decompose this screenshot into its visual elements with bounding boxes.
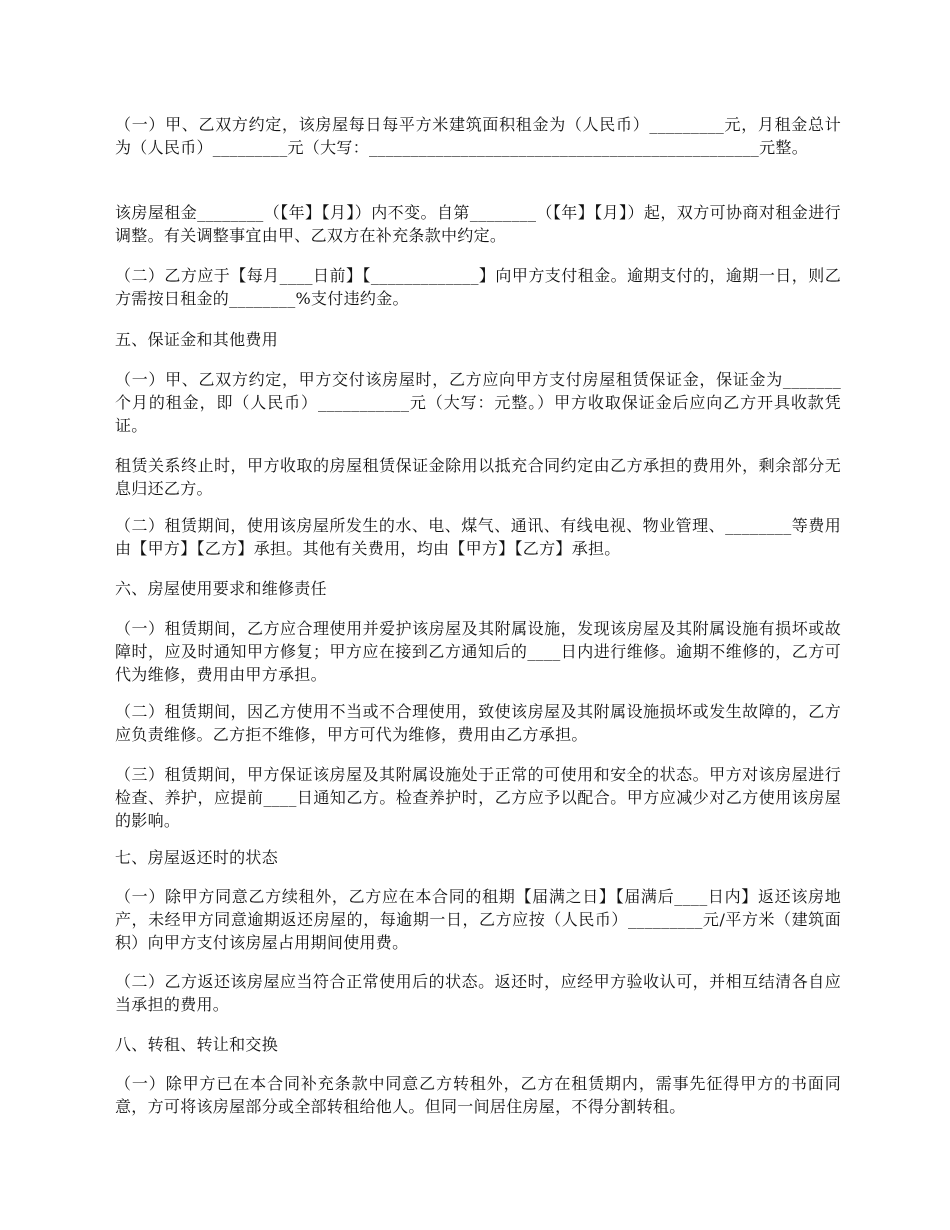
rent-amount-paragraph: （一）甲、乙双方约定，该房屋每日每平方米建筑面积租金为（人民币）_________元，月租金总计为（人民币）_________元（大写：_______________________________________________元整。 — [115, 115, 841, 157]
rent-payment-paragraph: （二）乙方应于【每月____日前】【_____________】向甲方支付租金。逾期支付的，逾期一日，则乙方需按日租金的________%支付违约金。 — [115, 266, 841, 308]
rent-adjustment-paragraph: 该房屋租金________（【年】【月】）内不变。自第________（【年】【月】）起，双方可协商对租金进行调整。有关调整事宜由甲、乙双方在补充条款中约定。 — [115, 203, 841, 245]
return-paragraph-2: （二）乙方返还该房屋应当符合正常使用后的状态。返还时，应经甲方验收认可，并相互结清各自应当承担的费用。 — [115, 972, 841, 1014]
sublet-paragraph: （一）除甲方已在本合同补充条款中同意乙方转租外，乙方在租赁期内，需事先征得甲方的书面同意，方可将该房屋部分或全部转租给他人。但同一间居住房屋，不得分割转租。 — [115, 1074, 841, 1116]
section-heading-sublet: 八、转租、转让和交换 — [115, 1035, 279, 1054]
section-heading-maintenance: 六、房屋使用要求和维修责任 — [115, 579, 327, 598]
return-paragraph-1: （一）除甲方同意乙方续租外，乙方应在本合同的租期【届满之日】【届满后____日内】返还该房地产，未经甲方同意逾期返还房屋的，每逾期一日，乙方应按（人民币）_________元/平方米（建筑面积）向甲方支付该房屋占用期间使用费。 — [115, 887, 841, 952]
maintenance-paragraph-3: （三）租赁期间，甲方保证该房屋及其附属设施处于正常的可使用和安全的状态。甲方对该房屋进行检查、养护，应提前____日通知乙方。检查养护时，乙方应予以配合。甲方应减少对乙方使用该房屋的影响。 — [115, 765, 841, 830]
section-heading-return: 七、房屋返还时的状态 — [115, 848, 279, 867]
section-heading-deposit: 五、保证金和其他费用 — [115, 330, 279, 349]
deposit-paragraph: （一）甲、乙双方约定，甲方交付该房屋时，乙方应向甲方支付房屋租赁保证金，保证金为_______个月的租金，即（人民币）___________元（大写：元整。）甲方收取保证金后应向乙方开具收款凭证。 — [115, 370, 841, 435]
other-fees-paragraph: （二）租赁期间，使用该房屋所发生的水、电、煤气、通讯、有线电视、物业管理、________等费用由【甲方】【乙方】承担。其他有关费用，均由【甲方】【乙方】承担。 — [115, 516, 841, 558]
maintenance-paragraph-1: （一）租赁期间，乙方应合理使用并爱护该房屋及其附属设施，发现该房屋及其附属设施有损坏或故障时，应及时通知甲方修复；甲方应在接到乙方通知后的____日内进行维修。逾期不维修的，乙方可代为维修，费用由甲方承担。 — [115, 619, 841, 684]
deposit-return-paragraph: 租赁关系终止时，甲方收取的房屋租赁保证金除用以抵充合同约定由乙方承担的费用外，剩余部分无息归还乙方。 — [115, 456, 841, 498]
maintenance-paragraph-2: （二）租赁期间，因乙方使用不当或不合理使用，致使该房屋及其附属设施损坏或发生故障的，乙方应负责维修。乙方拒不维修，甲方可代为维修，费用由乙方承担。 — [115, 702, 841, 744]
